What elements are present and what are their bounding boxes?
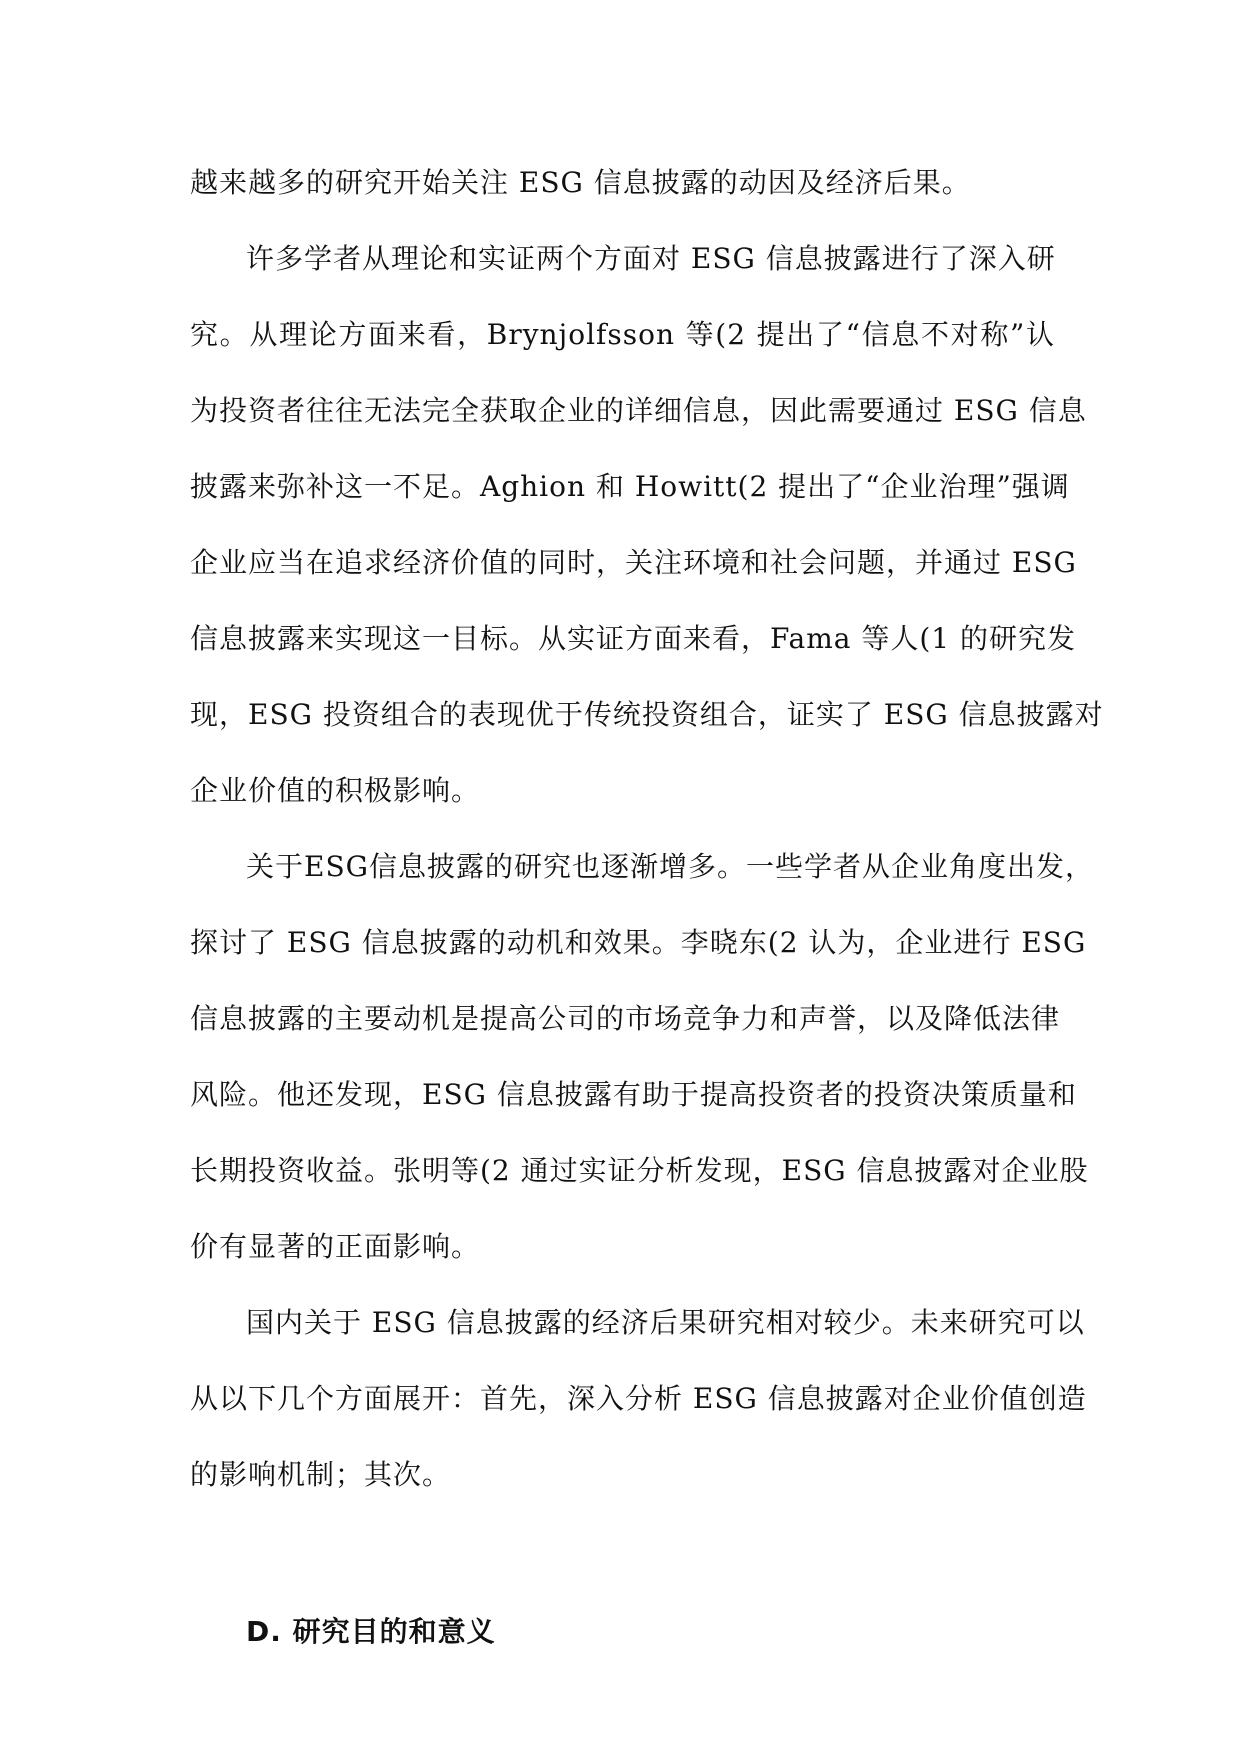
paragraph-3-line-5: 长期投资收益。张明等(2 通过实证分析发现，ESG 信息披露对企业股 — [190, 1154, 1089, 1187]
paragraph-4-line-1: 国内关于 ESG 信息披露的经济后果研究相对较少。未来研究可以 — [246, 1306, 1085, 1339]
paragraph-4-line-3: 的影响机制；其次。 — [190, 1458, 452, 1491]
paragraph-2-line-1: 许多学者从理论和实证两个方面对 ESG 信息披露进行了深入研 — [246, 242, 1056, 275]
paragraph-2-line-3: 为投资者往往无法完全获取企业的详细信息，因此需要通过 ESG 信息 — [190, 394, 1087, 427]
paragraph-2-line-8: 企业价值的积极影响。 — [190, 774, 481, 807]
paragraph-3-line-3: 信息披露的主要动机是提高公司的市场竞争力和声誉，以及降低法律 — [190, 1002, 1061, 1035]
paragraph-3-line-4: 风险。他还发现，ESG 信息披露有助于提高投资者的投资决策质量和 — [190, 1078, 1077, 1111]
paragraph-3-line-1: 关于ESG信息披露的研究也逐渐增多。一些学者从企业角度出发， — [246, 850, 1094, 883]
paragraph-3-line-2: 探讨了 ESG 信息披露的动机和效果。李晓东(2 认为，企业进行 ESG — [190, 926, 1087, 959]
paragraph-4-line-2: 从以下几个方面展开：首先，深入分析 ESG 信息披露对企业价值创造 — [190, 1382, 1087, 1415]
paragraph-2-line-2: 究。从理论方面来看，Brynjolfsson 等(2 提出了“信息不对称”认 — [190, 318, 1055, 351]
body-text — [190, 145, 1104, 1513]
paragraph-3-line-6: 价有显著的正面影响。 — [190, 1230, 481, 1263]
paragraph-2-line-4: 披露来弥补这一不足。Aghion 和 Howitt(2 提出了“企业治理”强调 — [190, 470, 1070, 503]
section-heading: D. 研究目的和意义 — [246, 1615, 496, 1648]
paragraph-2-line-7: 现，ESG 投资组合的表现优于传统投资组合，证实了 ESG 信息披露对 — [190, 698, 1104, 731]
paragraph-2-line-6: 信息披露来实现这一目标。从实证方面来看，Fama 等人(1 的研究发 — [190, 622, 1077, 655]
paragraph-2-line-5: 企业应当在追求经济价值的同时，关注环境和社会问题，并通过 ESG — [190, 546, 1077, 579]
paragraph-1-line-1: 越来越多的研究开始关注 ESG 信息披露的动因及经济后果。 — [190, 166, 971, 199]
